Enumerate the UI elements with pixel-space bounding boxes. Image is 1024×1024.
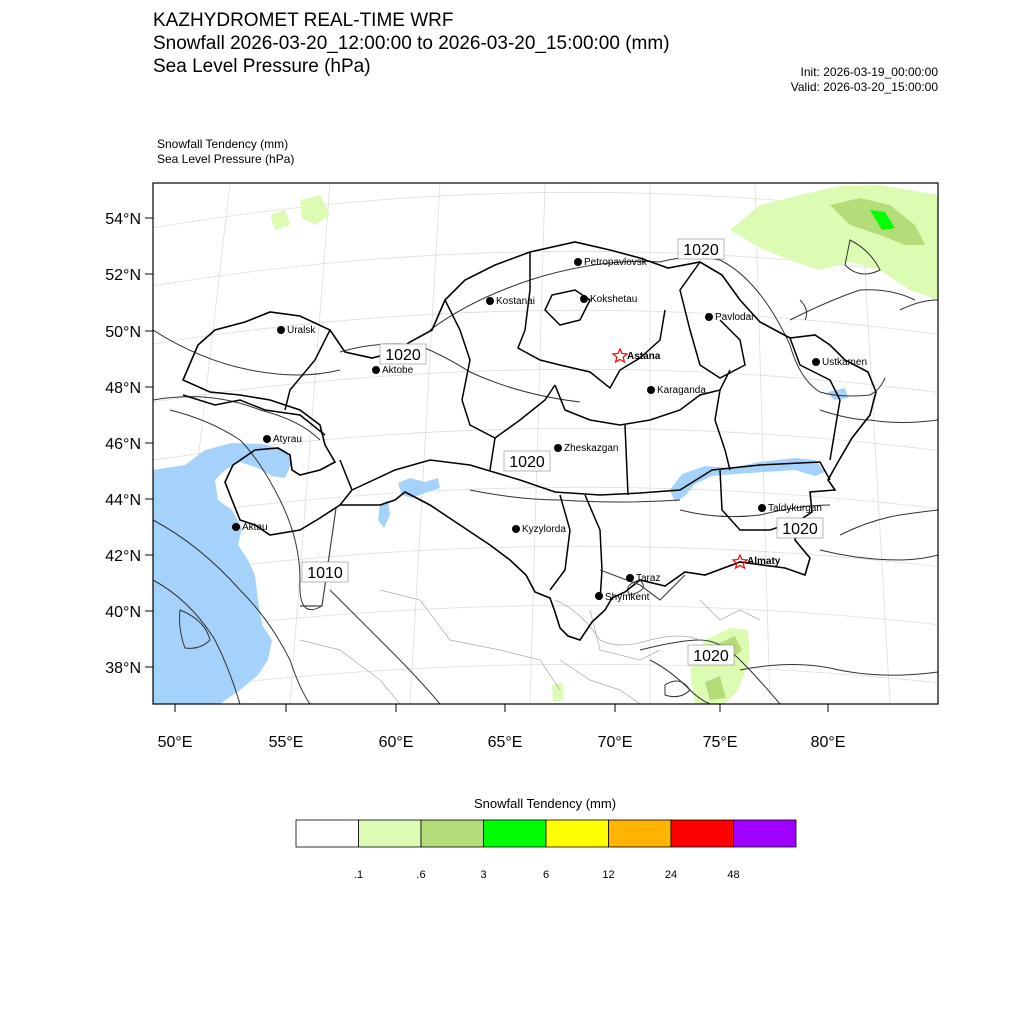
colorbar-label: 6 [542, 869, 550, 881]
lon-label: 70°E [597, 734, 633, 751]
lon-label: 50°E [157, 734, 193, 751]
city-label-atyrau: Atyrau [273, 434, 302, 445]
lon-label: 65°E [487, 734, 523, 751]
city-label-karaganda: Karaganda [657, 385, 706, 396]
city-label-taraz: Taraz [636, 573, 661, 584]
colorbar-label: 12 [602, 869, 615, 881]
city-label-ustkamen: Ustkamen [822, 357, 868, 368]
lat-label: 42°N [105, 548, 141, 565]
colorbar-swatch [734, 820, 797, 847]
lon-label: 80°E [810, 734, 846, 751]
city-label-shymkent: Shymkent [605, 592, 650, 603]
lon-label: 60°E [378, 734, 414, 751]
colorbar-title: Snowfall Tendency (mm) [473, 796, 617, 811]
map-panel [140, 183, 950, 704]
init-time: Init: 2026-03-19_00:00:00 [800, 65, 938, 79]
city-label-taldykurgan: Taldykurgan [768, 503, 822, 514]
contour-label: 1020 [683, 242, 719, 259]
city-label-kokshetau: Kokshetau [590, 294, 638, 305]
lat-label: 40°N [105, 604, 141, 621]
contour-label: 1020 [385, 347, 421, 364]
contour-label: 1020 [693, 648, 729, 665]
colorbar [296, 796, 796, 881]
city-label-aktau: Aktau [242, 522, 268, 533]
city-label-kostanai: Kostanai [496, 296, 535, 307]
lon-tick-marks [175, 704, 828, 712]
lon-labels [158, 734, 846, 751]
lon-label: 55°E [268, 734, 304, 751]
colorbar-label: .6 [416, 869, 426, 881]
field-label-snowfall: Snowfall Tendency (mm) [157, 137, 289, 151]
lat-label: 44°N [105, 492, 141, 509]
colorbar-swatch [359, 820, 422, 847]
map-title: KAZHYDROMET REAL-TIME WRF [153, 10, 454, 31]
city-label-pavlodar: Pavlodar [715, 312, 755, 323]
city-label-uralsk: Uralsk [287, 325, 316, 336]
contour-label: 1020 [782, 521, 818, 538]
colorbar-swatch [421, 820, 484, 847]
colorbar-labels [354, 869, 740, 881]
lat-label: 38°N [105, 660, 141, 677]
lat-label: 50°N [105, 324, 141, 341]
city-label-kyzylorda: Kyzylorda [522, 524, 566, 535]
valid-time: Valid: 2026-03-20_15:00:00 [790, 80, 938, 94]
map-subtitle-pressure: Sea Level Pressure (hPa) [153, 56, 371, 77]
colorbar-swatch [296, 820, 359, 847]
city-label-almaty: Almaty [747, 556, 781, 567]
colorbar-label: 3 [480, 869, 487, 881]
lat-labels [105, 211, 141, 677]
lat-label: 54°N [105, 211, 141, 228]
contour-label: 1010 [307, 565, 343, 582]
contour-label: 1020 [509, 454, 545, 471]
field-label-pressure: Sea Level Pressure (hPa) [157, 152, 295, 166]
colorbar-swatch [609, 820, 672, 847]
colorbar-swatch [671, 820, 734, 847]
city-label-astana: Astana [627, 351, 661, 362]
lat-label: 46°N [105, 436, 141, 453]
map-subtitle-snowfall: Snowfall 2026-03-20_12:00:00 to 2026-03-20_15:00:00 (mm) [153, 33, 670, 54]
colorbar-swatch [484, 820, 547, 847]
colorbar-label: 48 [727, 869, 740, 881]
colorbar-label: .1 [353, 869, 364, 881]
colorbar-label: 24 [664, 869, 678, 881]
city-label-petropavlovsk: Petropavlovsk [584, 257, 647, 268]
lon-label: 75°E [702, 734, 738, 751]
city-label-aktobe: Aktobe [382, 365, 414, 376]
lat-tick-marks [145, 218, 153, 667]
city-label-zheskazgan: Zheskazgan [564, 443, 619, 454]
lat-label: 48°N [105, 380, 141, 397]
colorbar-swatches [296, 820, 796, 847]
lat-label: 52°N [105, 267, 141, 284]
colorbar-swatch [546, 820, 609, 847]
